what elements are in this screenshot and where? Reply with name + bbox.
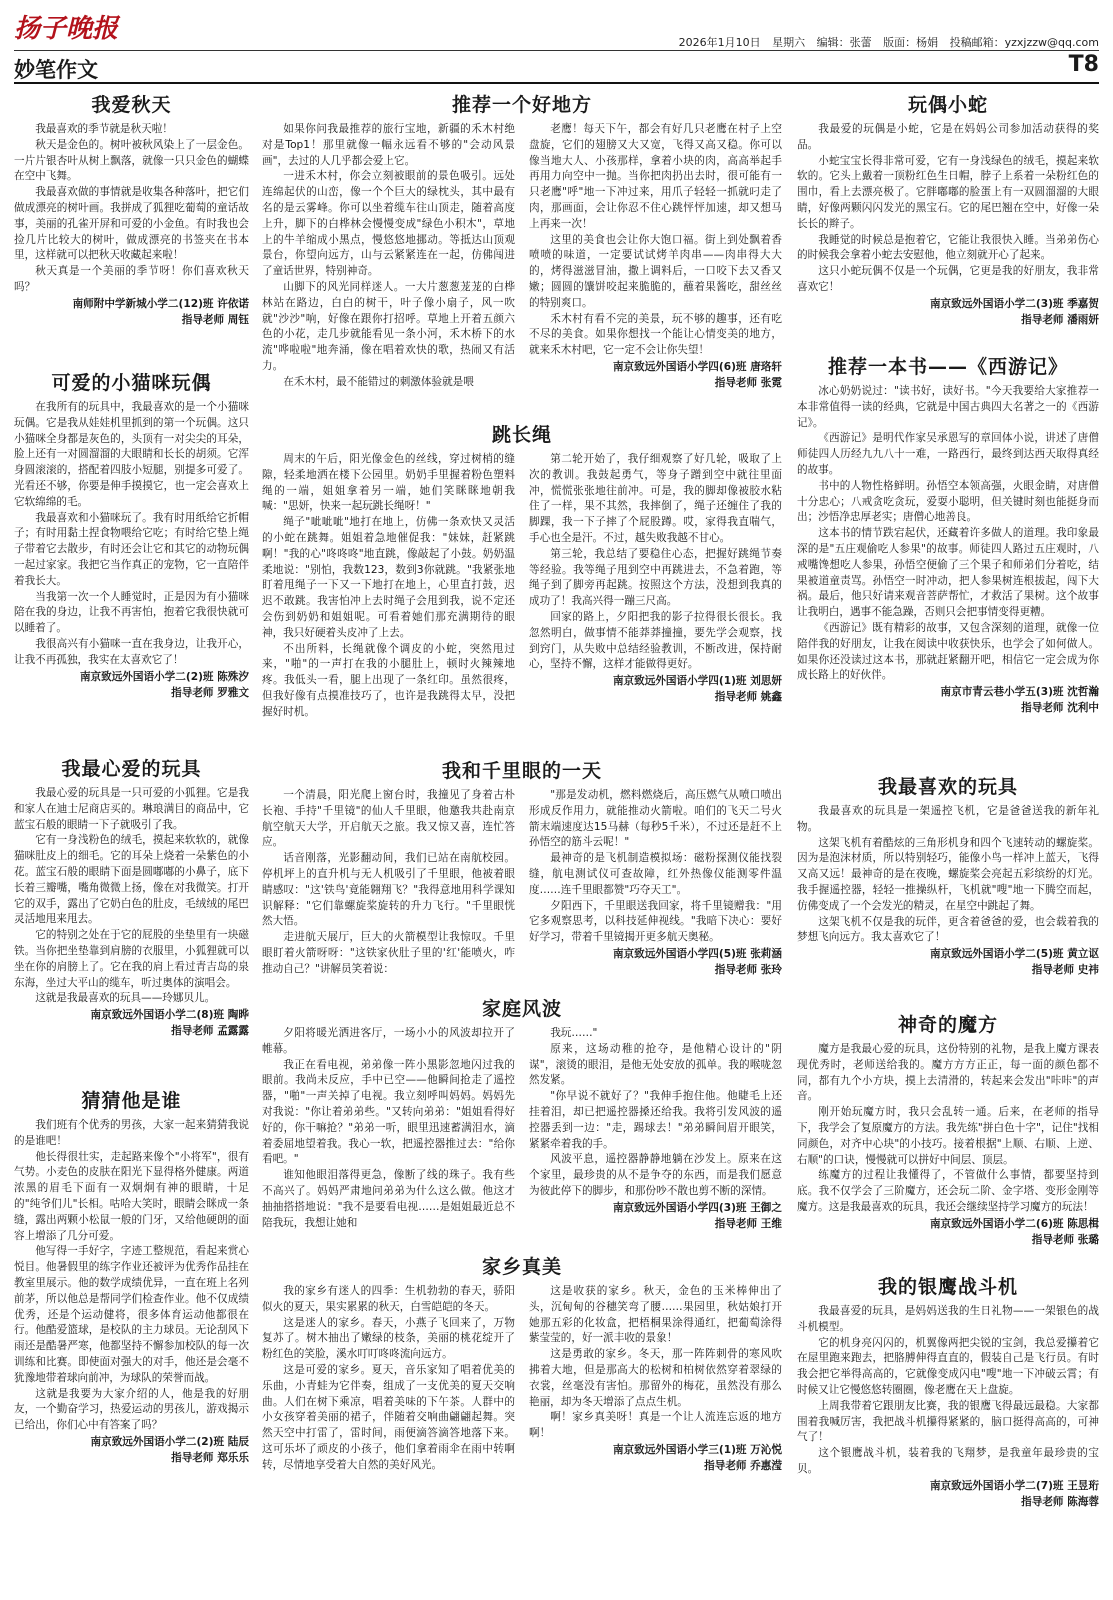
article-column-right — [529, 788, 782, 978]
article-paragraph: 我很高兴有小猫咪一直在我身边，让我开心，让我不再孤独，我实在太喜欢它了！ — [14, 637, 249, 666]
article-column-right — [529, 452, 782, 721]
article-paragraph: 一进禾木村，你会立刻被眼前的景色吸引。远处连绵起伏的山峦，像一个个巨大的绿枕头，其中最有名的是云雾峰。你可以坐着缆车往山顶走，随着高度上升，脚下的白桦林会慢慢变成"绿色小积木"，草地上的牛羊缩成小黑点，慢悠悠地挪动。等抵达山顶观景台，你望向远方，山与云紧紧连在一起，仿佛闯进了童话世界，特别神奇。 — [262, 170, 515, 278]
header-rule — [14, 82, 1099, 84]
author-school: 南京致远外国语小学三(1)班 万沁悦 — [612, 1443, 782, 1456]
article-paragraph: 禾木村有看不完的美景，玩不够的趣事，还有吃不尽的美食。如果你想找一个能让心情变美的地方，就来禾木村吧，它一定不会让你失望！ — [529, 312, 782, 357]
article-a5 — [262, 90, 782, 446]
article-paragraph: 这只小蛇玩偶不仅是一个玩偶，它更是我的好朋友，我非常喜欢它！ — [797, 265, 1099, 293]
article-paragraph: 《西游记》是明代作家吴承恩写的章回体小说，讲述了唐僧师徒四人历经九九八十一难，一路西行，最终到达西天取得真经的故事。 — [797, 432, 1099, 476]
article-paragraph: 这是收获的家乡。秋天，金色的玉米棒伸出了头，沉甸甸的谷穗笑弯了腰……果园里，秋姑娘打开她那五彩的化妆盒，把梧桐果涂得通红，把葡萄涂得紫莹莹的，好一派丰收的景象！ — [529, 1285, 782, 1345]
article-paragraph: 上周我带着它跟朋友比赛，我的银鹰飞得最远最稳。大家都围着我喊厉害，我把战斗机攥得紧紧的，脑口挺得高高的，可神气了！ — [797, 1399, 1099, 1444]
author-school: 南京市青云巷小学五(3)班 沈哲瀚 — [940, 686, 1099, 699]
article-paragraph: 秋天是金色的。树叶被秋风染上了一层金色。一片片银杏叶从树上飘落，就像一只只金色的蝴蝶在空中飞舞。 — [14, 138, 249, 183]
article-paragraph: 夕阳西下，千里眼送我回家，将千里镜赠我："用它多观察思考，以科技延伸视线。"我暗下决心：要好好学习，带着千里镜揭开更多航天奥秘。 — [529, 899, 782, 944]
article-paragraph: 在禾木村，最不能错过的刺激体验就是喂 — [283, 375, 474, 388]
issue-meta — [671, 34, 1099, 50]
article-paragraph: 这里的美食也会让你大饱口福。街上到处飘着香喷喷的味道，一定要试试烤羊肉串——肉串得大大的，烤得滋滋冒油，撒上调料后，一口咬下去又香又嫩；圆圆的馕饼咬起来脆脆的，蘸着果酱吃，甜丝丝的特别爽口。 — [529, 233, 782, 309]
article-paragraph: 我最心爱的玩具是一只可爱的小狐狸。它是我和家人在迪士尼商店买的。琳琅满目的商品中，它蓝宝石般的眼睛一下子就吸引了我。 — [14, 787, 249, 831]
article-byline — [797, 1216, 1099, 1248]
article-paragraph: 这架飞机不仅是我的玩伴，更含着爸爸的爱，也会载着我的梦想飞向远方。我太喜欢它了！ — [797, 915, 1099, 944]
article-paragraph: 冰心奶奶说过："读书好，读好书。"今天我要给大家推荐一本非常值得一读的经典，它就是中国古典四大名著之一的《西游记》。 — [797, 385, 1099, 429]
article-paragraph: 书中的人物性格鲜明。孙悟空本领高强，火眼金睛，对唐僧十分忠心；八戒贪吃贪玩，爱耍小聪明，但关键时刻也能挺身而出；沙悟净忠厚老实；唐僧心地善良。 — [797, 479, 1099, 524]
author-school: 南京致远外国语小学二(8)班 陶晔 — [90, 1009, 249, 1022]
article-a9 — [262, 1252, 782, 1592]
article-paragraph: 这架飞机有着酷炫的三角形机身和四个飞速转动的螺旋桨。因为是泡沫材质，所以特别轻巧，能像小鸟一样冲上蓝天，飞得又高又远！最神奇的是在夜晚，螺旋桨会亮起五彩缤纷的灯光。我手握遥控器，轻轻一推操纵杆，飞机就"嗖"地一下腾空而起，仿佛变成了一个会发光的精灵，在星空中跳起了舞。 — [797, 836, 1099, 912]
article-paragraph: 夕阳将暖光洒进客厅，一场小小的风波却拉开了帷幕。 — [262, 1027, 515, 1055]
article-paragraph: 啊！家乡真美呀！真是一个让人流连忘返的地方啊！ — [529, 1411, 782, 1440]
article-column-left — [262, 1284, 515, 1474]
article-a8 — [262, 994, 782, 1252]
article-paragraph: 周末的午后，阳光像金色的丝线，穿过树梢的缝隙，轻柔地洒在楼下公园里。奶奶手里握着粉色塑料绳的一端，姐姐拿着另一端，她们笑眯眯地朝我喊："思妍，快来一起玩跳长绳呀！" — [262, 453, 515, 513]
article-paragraph: 它有一身浅粉色的绒毛，摸起来软软的，就像猫咪肚皮上的细毛。它的耳朵上烧着一朵紫色的小花。蓝宝石般的眼睛下面是圆嘟嘟的小鼻子，底下长着三瓣嘴，嘴角微微上扬，像在对我微笑。打开它的双手，露出了它奶白色的肚皮，毛绒绒的尾巴灵活地甩来甩去。 — [14, 834, 249, 926]
article-column-left — [262, 1026, 515, 1232]
article-a6 — [262, 420, 782, 742]
advisor: 指导老师 乔惠滢 — [704, 1459, 782, 1472]
article-paragraph: 我最喜欢的季节就是秋天啦！ — [35, 123, 173, 135]
article-paragraph: 这个银鹰战斗机，装着我的飞翔梦，是我童年最珍贵的宝贝。 — [797, 1447, 1099, 1475]
advisor: 指导老师 沈利中 — [1021, 702, 1099, 715]
article-paragraph: 我最爱的玩偶是小蛇，它是在妈妈公司参加活动获得的奖品。 — [797, 123, 1099, 151]
article-byline — [529, 359, 782, 391]
article-a3 — [14, 754, 249, 1082]
article-column-right — [529, 1026, 782, 1232]
article-paragraph: 不出所料，长绳就像个调皮的小蛇，突然甩过来，"啪"的一声打在我的小腿肚上，顿时火辣辣地疼。我低头一看，腿上出现了一条红印。虽然很疼，但我好像有点摸准技巧了，也许是我跳得太早，没把握好时机。 — [262, 642, 515, 718]
article-paragraph: 一个清晨，阳光爬上窗台时，我撞见了身着古朴长袍、手持"千里镜"的仙人千里眼，他邀我共赴南京航空航天大学，开启航天之旅。我又惊又喜，连忙答应。 — [262, 789, 515, 849]
article-title: 我最喜欢的玩具 — [877, 776, 1018, 798]
article-byline — [797, 1478, 1099, 1510]
article-column-left — [262, 122, 515, 391]
article-paragraph: 这是可爱的家乡。夏天，音乐家知了唱着优美的乐曲，小青蛙为它伴奏，组成了一支优美的夏天交响曲。人们在树下乘凉，唱着美味的下午茶。人群中的小女孩穿着美丽的裙子，伴随着交响曲翩翩起舞。突然天空中打雷了，雷时间，雨便滴答滴答地落下来。这可乐坏了顽皮的小孩子，他们拿着雨伞在雨中转啊转，尽情地享受着大自然的美好风光。 — [262, 1363, 515, 1471]
article-title: 跳长绳 — [491, 424, 552, 446]
author-school: 南京致远外国语小学四(3)班 王御之 — [612, 1201, 782, 1214]
article-paragraph: 秋天真是一个美丽的季节呀！你们喜欢秋天吗？ — [14, 265, 249, 293]
article-a11 — [797, 352, 1099, 772]
article-paragraph: 我最喜欢和小猫咪玩了。我有时用纸给它折帽子；有时用黏土捏食物喂给它吃；有时给它垫上绳子带着它去散步，有时还会让它和其它的动物玩偶一起过家家。我把它当作真正的宠物，它一直陪伴着我长大。 — [14, 511, 249, 587]
author-school: 南京致远外国语小学四(6)班 唐珞轩 — [612, 360, 782, 373]
article-paragraph: 第三轮，我总结了要稳住心态，把握好跳绳节奏等经验。我等绳子甩到空中再跳进去，不急着跑，等绳子到了脚旁再起跳。按照这个方法，没想到我真的成功了！我高兴得一蹦三尺高。 — [529, 547, 782, 608]
article-paragraph: 我最喜欢的玩具是一架遥控飞机，它是爸爸送我的新年礼物。 — [797, 805, 1099, 833]
issue-weekday: 星期六 — [772, 36, 806, 49]
article-paragraph: 它的特别之处在于它的屁股的坐垫里有一块磁铁。当你把坐垫靠到肩膀的衣服里，小狐狸就可以坐在你的肩膀上了。它在我的肩上看过青吉岛的泉东海，坐过大平山的缆车，听过奥体的演唱会。 — [14, 929, 249, 989]
article-paragraph: 这是勇敢的家乡。冬天，那一阵阵刺骨的寒风吹拂着大地，但是那高大的松树和柏树依然穿着翠绿的衣裳，丝毫没有害怕。那留外的梅花，虽然没有那么艳丽，却为冬天增添了点点生机。 — [529, 1348, 782, 1408]
article-paragraph: 走进航天展厅，巨大的火箭模型让我惊叹。千里眼盯着火箭呀呀："这铁家伙肚子里的'红'能喷火，咋推动自己？"讲解员笑着说： — [262, 931, 515, 975]
submission-email: 投稿邮箱：yzxjzzw@qq.com — [949, 36, 1099, 49]
article-title: 玩偶小蛇 — [907, 94, 988, 116]
author-school: 南京致远外国语小学二(5)班 黄立讴 — [929, 948, 1099, 961]
author-school: 南京致远外国语小学二(2)班 陈殊汐 — [79, 670, 249, 683]
advisor: 指导老师 陈海蓉 — [1021, 1495, 1099, 1508]
article-a1 — [14, 90, 249, 352]
article-paragraph: 最神奇的是飞机制造模拟场：磁粉探测仪能找裂缝，航电测试仪可查故障，红外热像仪能测零件温度……连千里眼都赞"巧夺天工"。 — [529, 852, 782, 896]
editor: 编辑：张蕾 — [816, 36, 872, 49]
section-title: 妙笔作文 — [14, 57, 98, 82]
article-a14 — [797, 1272, 1099, 1592]
article-title: 推荐一本书——《西游记》 — [827, 356, 1068, 378]
article-paragraph: 我睡觉的时候总是抱着它，它能让我很快入睡。当弟弟伤心的时候我会拿着小蛇去安慰他，他立刻就开心了起来。 — [797, 233, 1099, 262]
article-paragraph: 老鹰！每天下午，都会有好几只老鹰在村子上空盘旋，它们的翅膀又大又宽，飞得又高又稳。你可以像当地大人、小孩那样，拿着小块的肉，高高举起手再用力向空中一抛。当你把肉扔出去时，很可能有一只老鹰"呼"地一下冲过来，用爪子轻轻一抓就叼走了肉，那画面，会让你忍不住心跳怦怦加速，却又想马上再来一次！ — [529, 123, 782, 230]
article-paragraph: 原来，这场动稚的抢夺，是他精心设计的"阴谋"，滚烫的眼泪，是他无处安放的孤单。我的喉咙忽然发紧。 — [529, 1042, 782, 1087]
article-title: 家庭风波 — [481, 998, 562, 1020]
advisor: 指导老师 孟露露 — [171, 1025, 249, 1038]
article-column-right — [529, 1284, 782, 1474]
author-school: 南京致远外国语小学二(3)班 季嘉贺 — [929, 297, 1099, 310]
header-divider — [14, 50, 1099, 51]
article-title: 神奇的魔方 — [897, 1014, 998, 1036]
article-paragraph: 话音刚落，光影翻动间，我们已站在南航校园。停机坪上的直升机与无人机吸引了千里眼，他被着眼睛感叹："这'铁鸟'竟能翱翔飞？"我得意地用科学课知识解释："它们靠螺旋桨旋转的升力飞行。"千里眼恍然大悟。 — [262, 852, 515, 928]
article-paragraph: 练魔方的过程让我懂得了，不管做什么事情，都要坚持到底。我不仅学会了三阶魔方，还会玩二阶、金字塔、变形金刚等魔方。这是我最喜欢的玩具，我还会继续坚持学习魔方的玩法！ — [797, 1169, 1099, 1213]
article-paragraph: 我最喜爱的玩具，是妈妈送我的生日礼物——一架银色的战斗机模型。 — [797, 1305, 1099, 1333]
article-paragraph: 这是迷人的家乡。春天，小燕子飞回来了，万物复苏了。树木抽出了嫩绿的枝条，美丽的桃花绽开了粉红色的笑脸，溪水叮叮咚咚流向远方。 — [262, 1316, 515, 1361]
article-paragraph: 第二轮开始了，我仔细观察了好几轮，吸取了上次的教训。我鼓起勇气，等身子蹭到空中就往里面冲，慌慌张张地往前冲。可是，我的脚却像被胶水粘住了一样，果不其然，我摔倒了，绳子还缠住了我的脚踝，我一下子摔了个屁股蹲。哎，家得我直喘气，手心也全是汗。不过，越失败我越不甘心。 — [529, 453, 782, 544]
article-paragraph: 这就是我最喜欢的玩具——玲娜贝儿。 — [35, 992, 216, 1005]
article-title: 家乡真美 — [481, 1256, 562, 1278]
article-paragraph: 刚开始玩魔方时，我只会乱转一通。后来，在老师的指导下，我学会了复原魔方的方法。我先练"拼白色十字"，记住"找相同颜色，对齐中心块"的小技巧。接着根据"上顺、右顺、上逆、右顺"的口诀，慢慢就可以拼好中间层、顶层。 — [797, 1106, 1099, 1166]
article-title: 我最心爱的玩具 — [61, 758, 202, 780]
article-paragraph: 我正在看电视，弟弟像一阵小黑影忽地闪过我的眼前。我尚未反应，手中已空——他瞬间抢走了遥控器，"啪"一声关掉了电视。我立刻呼叫妈妈。妈妈先对我说："你让着弟弟些。"又转向弟弟："姐姐看得好好的，你干嘛抢？"弟弟一听，眼里迅速蓄满泪水，滴着委屈地望着我。我心一软，把遥控器推过去："给你看吧。" — [262, 1058, 515, 1166]
article-paragraph: "那是发动机，燃料燃烧后，高压燃气从喷口喷出形成反作用力，就能推动火箭啦。咱们的飞天二号火箭末端速度达15马赫（每秒5千米），不过还是赶不上孙悟空的筋斗云呢！" — [529, 789, 782, 849]
issue-date: 2026年1月10日 — [678, 36, 761, 49]
article-a7 — [262, 756, 782, 980]
article-paragraph: 他写得一手好字，字迹工整规范，看起来赏心悦目。他暑假里的练字作业还被评为优秀作品挂在教室里展示。他的数学成绩优异，一直在班上名列前茅，所以他总是帮同学们检查作业。他不仅成绩优秀，还是个运动健将，很多体育运动他都很在行。他酷爱篮球，是校队的主力球员。无论刮风下雨还是酷暑严寒，他都坚持不懈参加校队的每一次训练和比赛。即使面对强大的对手，他还是会毫不犹豫地带着球向前冲，为球队的荣誉而战。 — [14, 1245, 249, 1384]
article-byline — [529, 1200, 782, 1232]
article-paragraph: 风波平息，遥控器静静地躺在沙发上。原来在这个家里，最珍贵的从不是争夺的东西，而是我们愿意为彼此停下的脚步，和那份吵不散也剪不断的深情。 — [529, 1153, 782, 1197]
article-paragraph: 回家的路上，夕阳把我的影子拉得很长很长。我忽然明白，做事情不能莽莽撞撞，要先学会观察，找到窍门，从失败中总结经验教训，不断改进，保持耐心，坚持不懈，这样才能做得更好。 — [529, 610, 782, 671]
author-school: 南师附中学新城小学二(12)班 许依诺 — [72, 297, 249, 310]
article-title: 推荐一个好地方 — [451, 94, 592, 116]
page-number: T8 — [1068, 52, 1099, 77]
article-byline — [14, 669, 249, 701]
article-column-left — [262, 788, 515, 978]
article-paragraph: 山脚下的风光同样迷人。一大片葱葱茏茏的白桦林站在路边，白白的树干，叶子像小扇子，风一吹就"沙沙"响，好像在跟你打招呼。草地上开着五颜六色的小花，走几步就能看见一条小河，禾木桥下的水流"哗啦啦"地奔涌，像在唱着欢快的歌，热闹又有活力。 — [262, 280, 515, 372]
article-paragraph: 这本书的情节跌宕起伏，还藏着许多做人的道理。我印象最深的是"五庄观偷吃人参果"的故事。师徒四人路过五庄观时，八戒嘴馋想吃人参果，孙悟空便偷了三个果子和师弟们分着吃，结果被道童责骂。孙悟空一时冲动，把人参果树连根拔起，闯下大祸。最后，他只好请来观音菩萨帮忙，才救活了果树。这个故事让我明白，遇事不能急躁，否则只会把事情变得更糟。 — [797, 527, 1099, 619]
article-paragraph: 我们班有个优秀的男孩，大家一起来猜猜我说的是谁吧！ — [14, 1119, 249, 1147]
article-title: 我的银鹰战斗机 — [877, 1276, 1018, 1298]
advisor: 指导老师 郑乐乐 — [171, 1451, 249, 1464]
article-paragraph: 谁知他眼泪落得更急，像断了线的珠子。我有些不高兴了。妈妈严肃地问弟弟为什么这么做。他这才抽抽搭搭地说："我不是要看电视……是姐姐最近总不陪我玩，我想让她和 — [262, 1169, 515, 1229]
article-paragraph: 绳子"呲呲呲"地打在地上，仿佛一条欢快又灵活的小蛇在跳舞。姐姐着急地催促我："妹妹，赶紧跳啊！"我的心"咚咚咚"地直跳，像敲起了小鼓。奶奶温柔地说："别怕，我数123，数到3你就跳。"我紧张地盯着甩绳子一下又一下地打在地上，心里直打鼓，迟迟不敢跳。我害怕冲上去时绳子会甩到我，说不定还会伤到奶奶和姐姐呢。可看着她们那充满期待的眼神，我只好硬着头皮冲了上去。 — [262, 516, 515, 639]
article-title: 我和千里眼的一天 — [441, 760, 602, 782]
advisor: 指导老师 史祎 — [1031, 964, 1099, 977]
article-column-right — [529, 122, 782, 391]
article-byline — [797, 296, 1099, 328]
author-school: 南京致远外国语小学二(7)班 王昱珩 — [929, 1479, 1099, 1492]
author-school: 南京致远外国语小学二(6)班 陈思楫 — [929, 1217, 1099, 1230]
author-school: 南京致远外国语小学四(5)班 张莉涵 — [612, 947, 782, 960]
article-paragraph: 如果你问我最推荐的旅行宝地，新疆的禾木村绝对是Top1！那里就像一幅永远看不够的"会动风景画"，去过的人几乎都会爱上它。 — [262, 123, 515, 167]
advisor: 指导老师 罗雅文 — [171, 686, 249, 699]
article-byline — [14, 296, 249, 328]
article-paragraph: "你早说不就好了？"我伸手抱住他。他睫毛上还挂着泪，却已把遥控器搡还给我。我将引发风波的遥控器丢到一边："走，踢球去！"弟弟瞬间眉开眼笑，紧紧牵着我的手。 — [529, 1090, 782, 1150]
advisor: 指导老师 周钰 — [181, 313, 249, 326]
article-byline — [797, 684, 1099, 716]
author-school: 南京致远外国语小学二(2)班 陆辰 — [90, 1435, 249, 1448]
article-paragraph: 《西游记》既有精彩的故事，又包含深刻的道理，就像一位陪伴我的好朋友，让我在阅读中收获快乐，也学会了如何做人。如果你还没读过这本书，那就赶紧翻开吧，相信它一定会成为你成长路上的好伙伴。 — [797, 621, 1099, 682]
masthead — [14, 8, 1099, 82]
article-a2 — [14, 368, 249, 748]
article-paragraph: 我最喜欢做的事情就是收集各种落叶，把它们做成漂亮的树叶画。我拼成了狐狸吃葡萄的童话故事，美丽的孔雀开屏和可爱的小金鱼。有时我也会捡几片比较大的树叶，做成漂亮的书签夹在书本里，这样就可以把秋天收藏起来啦！ — [14, 186, 249, 262]
article-paragraph: 我的家乡有迷人的四季：生机勃勃的春天，骄阳似火的夏天，果实累累的秋天，白雪皑皑的冬天。 — [262, 1285, 515, 1313]
article-byline — [14, 1434, 249, 1466]
author-school: 南京致远外国语小学四(1)班 刘思妍 — [612, 675, 782, 688]
article-columns — [262, 122, 782, 391]
article-byline — [529, 1442, 782, 1474]
article-columns — [262, 788, 782, 978]
article-byline — [797, 946, 1099, 978]
article-columns — [262, 452, 782, 721]
article-a12 — [797, 772, 1099, 1010]
newspaper-logo: 扬子晚报 — [14, 14, 119, 44]
article-title: 我爱秋天 — [91, 94, 172, 116]
article-paragraph: 它的机身亮闪闪的，机翼像两把尖锐的宝剑，我总爱攥着它在屋里跑来跑去，把胳膊伸得直直的，假装自己是飞行员。有时我会把它举得高高的，它就像变成闪电"嗖"地一下冲破云霄；有时候又让它慢悠悠转圈圈，像老鹰在天上盘旋。 — [797, 1336, 1099, 1396]
article-a13 — [797, 1010, 1099, 1270]
article-paragraph: 当我第一次一个人睡觉时，正是因为有小猫咪陪在我的身边，让我不再害怕，抱着它我很快就可以睡着了。 — [14, 590, 249, 635]
article-a10 — [797, 90, 1099, 342]
advisor: 指导老师 张霓 — [714, 376, 782, 389]
advisor: 指导老师 姚鑫 — [714, 691, 782, 704]
article-column-left — [262, 452, 515, 721]
article-columns — [262, 1284, 782, 1474]
article-columns — [262, 1026, 782, 1232]
article-byline — [529, 673, 782, 705]
article-paragraph: 魔方是我最心爱的玩具，这份特别的礼物，是我上魔方课表现优秀时，老师送给我的。魔方方方正正，每一面的颜色都不同，都有九个小方块，摸上去清滑的，转起来会发出"咔咔"的声音。 — [797, 1043, 1099, 1103]
article-paragraph: 小蛇宝宝长得非常可爱，它有一身浅绿色的绒毛，摸起来软软的。它头上戴着一顶粉红色生日帽，脖子上系着一朵粉红色的围巾，看上去漂亮极了。它胖嘟嘟的脸蛋上有一双圆溜溜的大眼睛，好像两颗闪闪发光的黑宝石。它的尾巴翘在空中，好像一朵长长的辫子。 — [797, 154, 1099, 230]
article-paragraph: 我玩……" — [550, 1027, 598, 1039]
article-byline — [14, 1007, 249, 1039]
article-paragraph: 在我所有的玩具中，我最喜欢的是一个小猫咪玩偶。它是我从娃娃机里抓到的第一个玩偶。这只小猫咪全身都是灰色的，头顶有一对尖尖的耳朵，脸上还有一对圆溜溜的大眼睛和长长的胡须。它浑身圆滚滚的，搭配着四肢小短腿，别提多可爱了。光看还不够，你要是伸手摸摸它，也一定会喜欢上它软绵绵的毛。 — [14, 401, 249, 508]
article-paragraph: 这就是我要为大家介绍的人，他是我的好朋友，一个勤奋学习，热爱运动的男孩儿，游戏揭示已给出，你们心中有答案了吗？ — [14, 1387, 249, 1432]
article-a4 — [14, 1086, 249, 1592]
article-title: 可爱的小猫咪玩偶 — [51, 372, 212, 394]
layout-editor: 版面：杨娟 — [883, 36, 939, 49]
article-byline — [529, 946, 782, 978]
article-title: 猜猜他是谁 — [81, 1090, 182, 1112]
advisor: 指导老师 张璐 — [1031, 1233, 1099, 1246]
advisor: 指导老师 张玲 — [714, 963, 782, 976]
article-paragraph: 他长得很壮实，走起路来像个"小将军"，很有气势。小麦色的皮肤在阳光下显得格外健康。两道浓黑的眉毛下面有一双炯炯有神的眼睛，十足的"纯爷们儿"长相。咕哈大笑时，眼睛会眯成一条缝，露出两颗小松鼠一般的门牙，又给他硬朗的面容上增添了几分可爱。 — [14, 1150, 249, 1242]
advisor: 指导老师 王维 — [714, 1217, 782, 1230]
advisor: 指导老师 潘雨妍 — [1021, 313, 1099, 326]
